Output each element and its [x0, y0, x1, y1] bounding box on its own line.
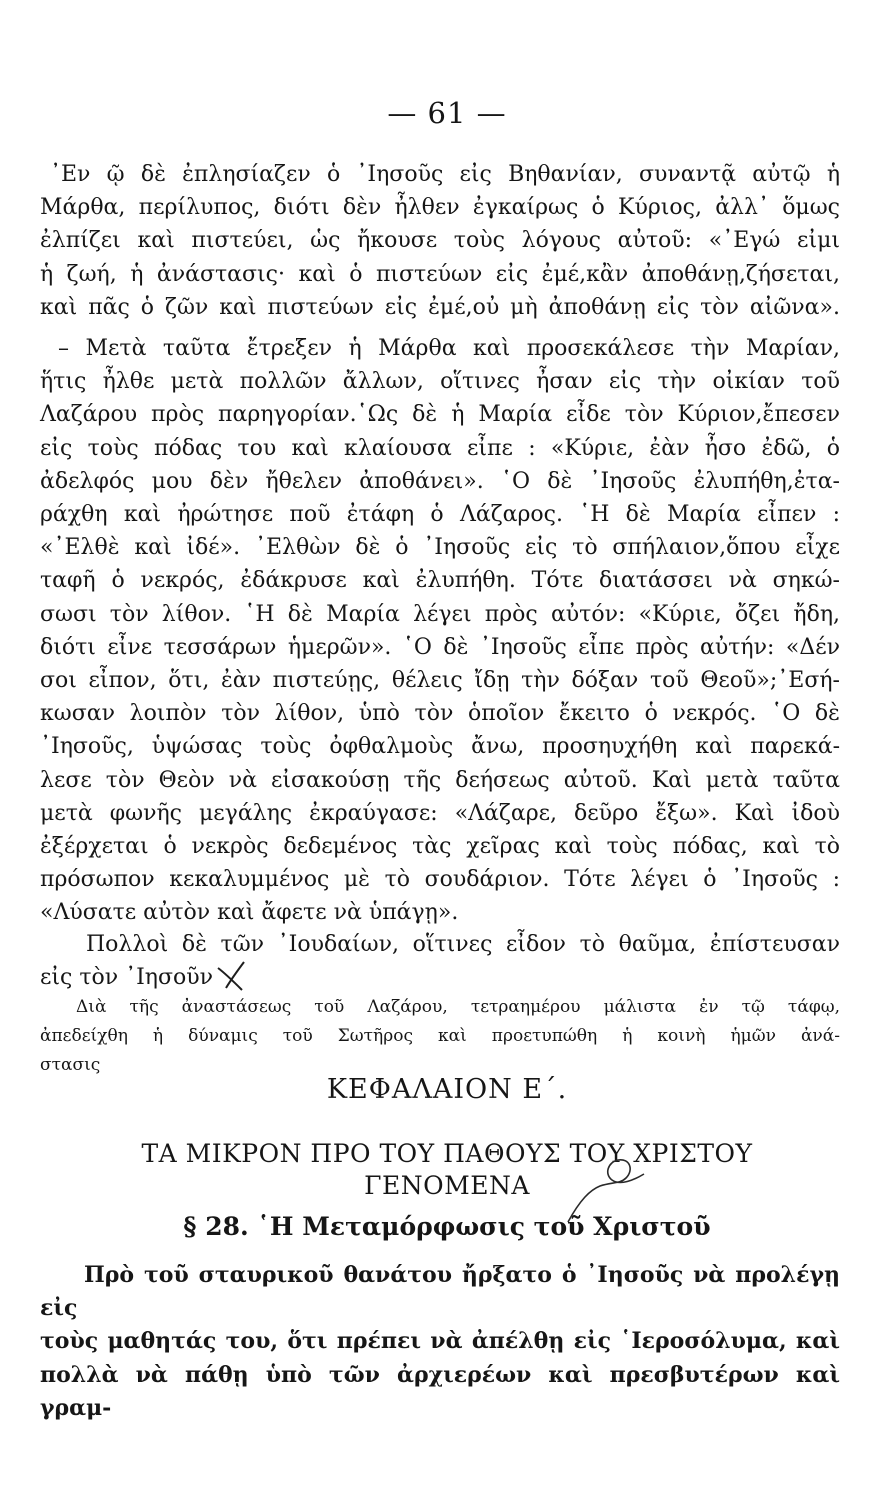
text-line: ράχθη καὶ ἠρώτησε ποῦ ἐτάφη ὁ Λάζαρος. ῾Η δὲ Μαρία εἶπεν :: [40, 502, 840, 528]
text-line: λεσε τὸν Θεὸν νὰ εἰσακούσῃ τῆς δεήσεως αὐτοῦ. Καὶ μετὰ ταῦτα: [40, 767, 840, 793]
text-line: σωσι τὸν λίθον. ῾Η δὲ Μαρία λέγει πρὸς αὐτόν: «Κύριε, ὄζει ἤδη,: [40, 601, 840, 627]
text-line: ᾿Εν ῷ δὲ ἐπλησίαζεν ὁ ᾿Ιησοῦς εἰς Βηθανίαν, συναντᾷ αὐτῷ ἡ: [50, 162, 840, 187]
text-line: εἰς τοὺς πόδας του καὶ κλαίουσα εἶπε : «Κύριε, ἐὰν ἦσο ἐδῶ, ὁ: [40, 435, 840, 461]
text-line: εἰς τὸν ᾿Ιησοῦν: [40, 965, 214, 991]
text-line: – Μετὰ ταῦτα ἔτρεξεν ἡ Μάρθα καὶ προσεκάλεσε τὴν Μαρίαν,: [58, 336, 840, 361]
text-line: «Λύσατε αὐτὸν καὶ ἄφετε νὰ ὑπάγῃ».: [40, 900, 459, 926]
section-title: § 28. ῾Η Μεταμόρφωσις τοῦ Χριστοῦ: [183, 1212, 711, 1241]
text-line: πολλὰ νὰ πάθῃ ὑπὸ τῶν ἀρχιερέων καὶ πρεσβυτέρων καὶ γραμ-: [40, 1361, 840, 1421]
text-line: Μάρθα, περίλυπος, διότι δὲν ἦλθεν ἐγκαίρως ὁ Κύριος, ἀλλ᾿ ὅμως: [40, 195, 840, 221]
chapter-title: ΚΕΦΑΛΑΙΟΝ Ε΄.: [326, 1074, 568, 1105]
text-line: διότι εἶνε τεσσάρων ἡμερῶν». ῾Ο δὲ ᾿Ιησοῦς εἶπε πρὸς αὐτήν: «Δέν: [40, 634, 840, 660]
footnote: [40, 993, 840, 1080]
paragraph-1: [40, 158, 840, 324]
paragraph-3: [40, 928, 840, 994]
footnote-line: στασις: [40, 1055, 101, 1075]
text-line: κωσαν λοιπὸν τὸν λίθον, ὑπὸ τὸν ὁποῖον ἔκειτο ὁ νεκρός. ῾Ο δὲ: [40, 701, 840, 727]
text-line: «᾿Ελθὲ καὶ ἰδέ». ᾿Ελθὼν δὲ ὁ ᾿Ιησοῦς εἰς τὸ σπήλαιον,ὅπου εἶχε: [40, 535, 840, 561]
section-heading-line: ΓΕΝΟΜΕΝΑ: [364, 1171, 530, 1200]
text-line: καὶ πᾶς ὁ ζῶν καὶ πιστεύων εἰς ἐμέ,οὐ μὴ ἀποθάνῃ εἰς τὸν αἰῶνα».: [40, 294, 840, 320]
text-line: ἀδελφός μου δὲν ἤθελεν ἀποθάνει». ῾Ο δὲ ᾿Ιησοῦς ἐλυπήθη,ἐτα-: [40, 468, 840, 494]
page-number: — 61 —: [387, 96, 507, 130]
text-line: ἐξέρχεται ὁ νεκρὸς δεδεμένος τὰς χεῖρας καὶ τοὺς πόδας, καὶ τὸ: [40, 834, 840, 860]
text-line: Πρὸ τοῦ σταυρικοῦ θανάτου ἤρξατο ὁ ᾿Ιησοῦς νὰ προλέγῃ εἰς: [40, 1262, 840, 1322]
text-line: τοὺς μαθητάς του, ὅτι πρέπει νὰ ἀπέλθῃ εἰς ῾Ιεροσόλυμα, καὶ: [40, 1328, 840, 1355]
footnote-line: Διὰ τῆς ἀναστάσεως τοῦ Λαζάρου, τετραημέρου μάλιστα ἐν τῷ τάφῳ,: [76, 997, 840, 1017]
text-line: ἥτις ἦλθε μετὰ πολλῶν ἄλλων, οἵτινες ἦσαν εἰς τὴν οἰκίαν τοῦ: [40, 369, 840, 395]
text-line: ᾿Ιησοῦς, ὑψώσας τοὺς ὀφθαλμοὺς ἄνω, προσηυχήθη καὶ παρεκά-: [40, 734, 840, 760]
footnote-line: ἀπεδείχθη ἡ δύναμις τοῦ Σωτῆρος καὶ προετυπώθη ἡ κοινὴ ἡμῶν ἀνά-: [40, 1026, 840, 1046]
text-line: Πολλοὶ δὲ τῶν ᾿Ιουδαίων, οἵτινες εἶδον τὸ θαῦμα, ἐπίστευσαν: [86, 932, 840, 957]
section-heading: [0, 1138, 894, 1202]
text-line: πρόσωπον κεκαλυμμένος μὲ τὸ σουδάριον. Τότε λέγει ὁ ᾿Ιησοῦς :: [40, 867, 840, 893]
text-line: ἐλπίζει καὶ πιστεύει, ὡς ἤκουσε τοὺς λόγους αὐτοῦ: «᾿Εγώ εἰμι: [40, 228, 840, 254]
text-line: Λαζάρου πρὸς παρηγορίαν.῾Ως δὲ ἡ Μαρία εἶδε τὸν Κύριον,ἔπεσεν: [40, 402, 840, 428]
final-paragraph: [40, 1259, 840, 1425]
section-heading-line: ΤΑ ΜΙΚΡΟΝ ΠΡΟ ΤΟΥ ΠΑΘΟΥΣ ΤΟΥ ΧΡΙΣΤΟΥ: [141, 1139, 753, 1168]
handwritten-cross-mark: [212, 958, 252, 994]
text-line: μετὰ φωνῆς μεγάλης ἐκραύγασε: «Λάζαρε, δεῦρο ἔξω». Καὶ ἰδοὺ: [40, 800, 840, 826]
text-line: σοι εἶπον, ὅτι, ἐὰν πιστεύῃς, θέλεις ἴδῃ τὴν δόξαν τοῦ Θεοῦ»;᾿Εσή-: [40, 668, 840, 694]
text-line: ταφῆ ὁ νεκρός, ἐδάκρυσε καὶ ἐλυπήθη. Τότε διατάσσει νὰ σηκώ-: [40, 568, 840, 594]
text-line: ἡ ζωή, ἡ ἀνάστασις· καὶ ὁ πιστεύων εἰς ἐμέ,κἂν ἀποθάνῃ,ζήσεται,: [40, 261, 840, 287]
paragraph-2: [40, 332, 840, 930]
